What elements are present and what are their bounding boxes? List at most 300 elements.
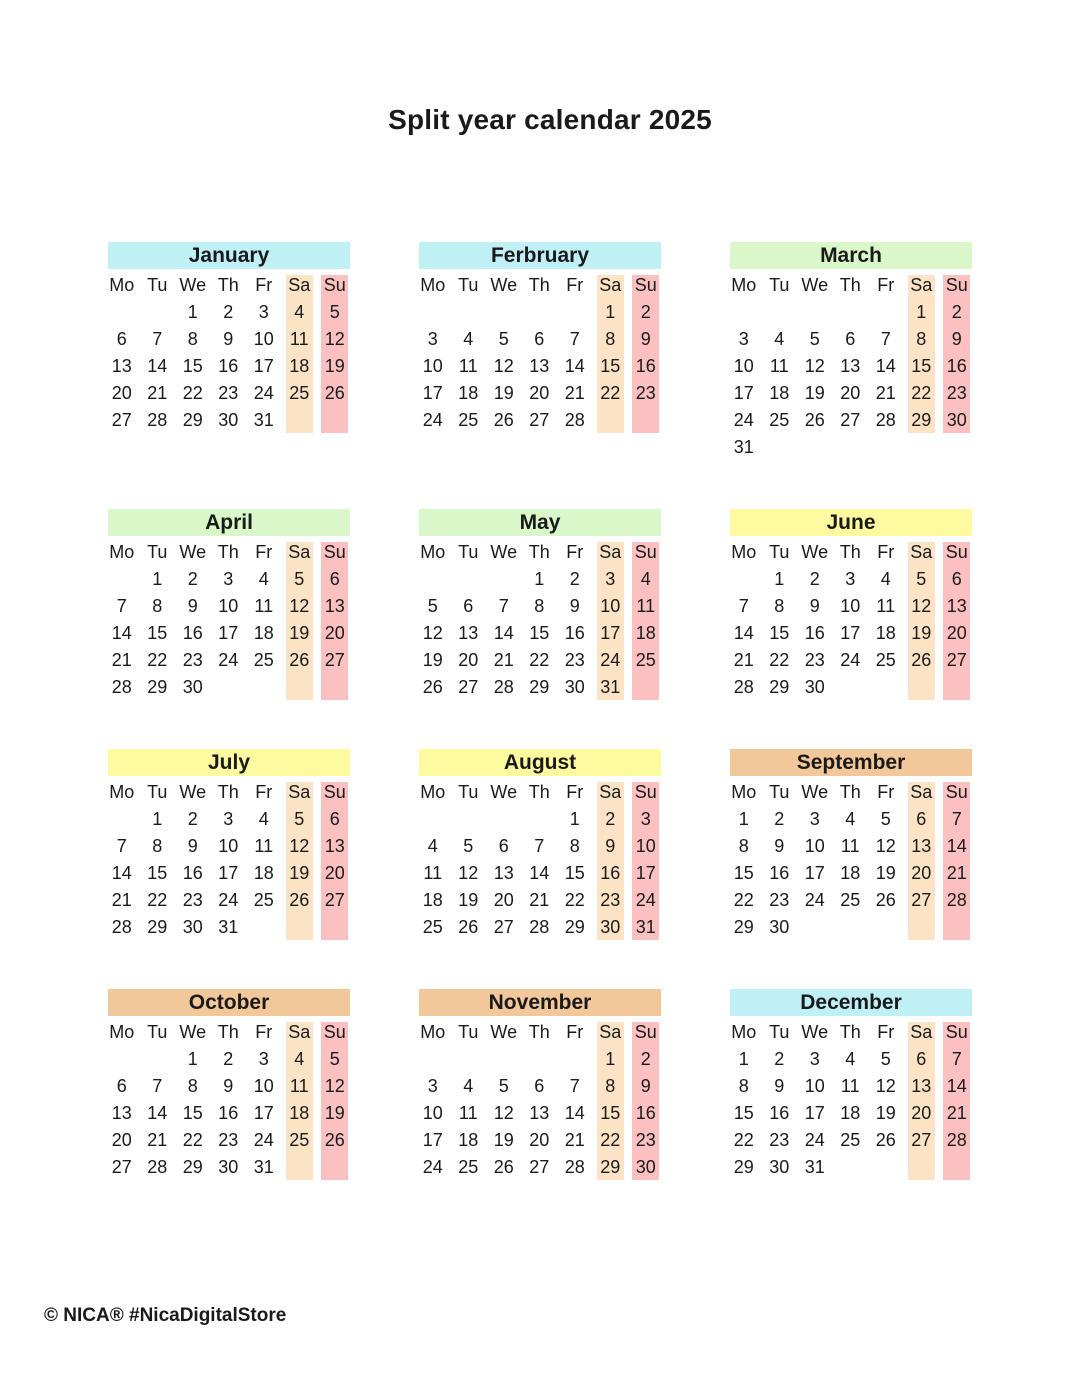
day-cell: 27	[324, 890, 345, 910]
day-cell: 13	[911, 1076, 932, 1096]
month-name: July	[108, 749, 350, 776]
day-cell: 16	[946, 356, 967, 376]
empty-day-cell	[451, 1047, 487, 1074]
day-cell: 6	[116, 329, 127, 349]
day-cell: 20	[111, 1130, 132, 1150]
weekday-label: Th	[528, 1022, 550, 1042]
day-cell: 16	[182, 863, 203, 883]
day-cell: 12	[911, 596, 932, 616]
day-cell: 18	[875, 623, 896, 643]
weekday-label: Fr	[877, 542, 895, 562]
day-cell: 9	[640, 1076, 651, 1096]
day-cell: 15	[600, 356, 621, 376]
day-cell: 17	[253, 356, 274, 376]
day-cell: 21	[111, 890, 132, 910]
day-cell: 14	[733, 623, 754, 643]
empty-day-cell	[104, 300, 140, 327]
day-cell: 24	[218, 650, 239, 670]
day-grid	[726, 1020, 975, 1182]
day-cell: 23	[946, 383, 967, 403]
day-cell: 17	[600, 623, 621, 643]
day-cell: 7	[738, 596, 749, 616]
day-cell: 13	[529, 1103, 550, 1123]
empty-day-cell	[415, 807, 451, 834]
day-cell: 15	[147, 623, 168, 643]
day-cell: 22	[147, 890, 168, 910]
day-cell: 2	[569, 569, 580, 589]
empty-day-cell	[415, 300, 451, 327]
day-cell: 27	[324, 650, 345, 670]
month-july	[108, 749, 350, 949]
day-cell: 25	[422, 917, 443, 937]
day-cell: 15	[733, 1103, 754, 1123]
day-cell: 2	[605, 809, 616, 829]
day-cell: 14	[147, 356, 168, 376]
weekday-label: We	[179, 542, 207, 562]
day-cell: 14	[946, 1076, 967, 1096]
day-cell: 7	[569, 329, 580, 349]
day-cell: 6	[916, 1049, 927, 1069]
month-october	[108, 989, 350, 1189]
day-cell: 9	[640, 329, 651, 349]
day-cell: 16	[218, 1103, 239, 1123]
weekday-label: Tu	[769, 782, 790, 802]
day-cell: 2	[809, 569, 820, 589]
weekday-label: We	[490, 782, 518, 802]
day-cell: 1	[738, 1049, 749, 1069]
day-cell: 9	[187, 836, 198, 856]
day-cell: 21	[564, 383, 585, 403]
day-cell: 27	[493, 917, 514, 937]
day-cell: 16	[804, 623, 825, 643]
day-cell: 5	[294, 569, 305, 589]
day-cell: 18	[289, 356, 310, 376]
day-cell: 16	[600, 863, 621, 883]
day-cell: 25	[840, 890, 861, 910]
day-cell: 3	[258, 302, 269, 322]
month-name: April	[108, 509, 350, 536]
weekday-label: Su	[323, 275, 346, 295]
weekday-label: Sa	[599, 275, 622, 295]
weekday-label: Mo	[109, 542, 135, 562]
day-cell: 31	[253, 410, 274, 430]
weekday-label: Su	[323, 1022, 346, 1042]
day-cell: 21	[493, 650, 514, 670]
day-cell: 12	[493, 356, 514, 376]
weekday-label: We	[801, 275, 829, 295]
day-cell: 9	[809, 596, 820, 616]
day-cell: 16	[769, 1103, 790, 1123]
day-cell: 4	[294, 302, 305, 322]
day-cell: 26	[875, 890, 896, 910]
empty-day-cell	[451, 807, 487, 834]
weekday-label: Fr	[877, 782, 895, 802]
month-name: September	[730, 749, 972, 776]
day-cell: 22	[564, 890, 585, 910]
day-cell: 7	[951, 809, 962, 829]
day-cell: 22	[182, 383, 203, 403]
weekday-label: Mo	[420, 542, 446, 562]
day-cell: 8	[774, 596, 785, 616]
day-cell: 23	[182, 650, 203, 670]
day-cell: 9	[569, 596, 580, 616]
footer-copyright: © NICA® #NicaDigitalStore	[44, 1305, 287, 1326]
day-cell: 5	[880, 1049, 891, 1069]
weekday-label: Tu	[769, 275, 790, 295]
day-cell: 9	[774, 836, 785, 856]
day-cell: 1	[152, 809, 163, 829]
day-cell: 15	[769, 623, 790, 643]
day-cell: 25	[875, 650, 896, 670]
day-cell: 4	[294, 1049, 305, 1069]
day-cell: 12	[493, 1103, 514, 1123]
day-cell: 27	[529, 1157, 550, 1177]
day-cell: 4	[258, 809, 269, 829]
day-cell: 6	[329, 809, 340, 829]
weekday-label: Tu	[147, 275, 168, 295]
weekday-label: Tu	[769, 1022, 790, 1042]
month-name: June	[730, 509, 972, 536]
weekday-label: Fr	[877, 1022, 895, 1042]
day-cell: 19	[324, 356, 345, 376]
weekday-label: Fr	[255, 275, 273, 295]
day-cell: 30	[804, 677, 825, 697]
empty-day-cell	[486, 1047, 522, 1074]
day-grid	[415, 540, 664, 702]
day-cell: 25	[289, 1130, 310, 1150]
weekday-label: We	[490, 542, 518, 562]
day-cell: 25	[253, 890, 274, 910]
day-cell: 11	[423, 863, 443, 883]
empty-day-cell	[451, 300, 487, 327]
day-cell: 29	[182, 1157, 203, 1177]
day-cell: 13	[911, 836, 932, 856]
day-cell: 3	[640, 809, 651, 829]
day-cell: 26	[289, 890, 310, 910]
weekday-label: Tu	[458, 542, 479, 562]
month-january	[108, 242, 350, 442]
day-cell: 2	[223, 302, 234, 322]
month-ferbruary	[419, 242, 661, 442]
weekday-label: Su	[945, 782, 968, 802]
day-cell: 22	[182, 1130, 203, 1150]
day-cell: 26	[804, 410, 825, 430]
day-cell: 25	[458, 410, 479, 430]
weekday-label: Sa	[910, 1022, 933, 1042]
day-cell: 13	[529, 356, 550, 376]
day-cell: 1	[152, 569, 163, 589]
day-grid	[415, 780, 664, 942]
month-april	[108, 509, 350, 709]
day-cell: 2	[187, 569, 198, 589]
day-cell: 24	[804, 1130, 825, 1150]
day-cell: 25	[458, 1157, 479, 1177]
day-cell: 12	[875, 836, 896, 856]
day-cell: 10	[840, 596, 861, 616]
day-cell: 5	[498, 329, 509, 349]
weekday-label: Tu	[458, 782, 479, 802]
day-cell: 8	[152, 596, 163, 616]
day-cell: 18	[769, 383, 790, 403]
day-cell: 7	[152, 329, 163, 349]
day-cell: 28	[564, 410, 585, 430]
day-cell: 1	[774, 569, 785, 589]
day-cell: 11	[289, 329, 309, 349]
day-cell: 5	[329, 302, 340, 322]
day-cell: 19	[289, 863, 310, 883]
day-cell: 8	[738, 1076, 749, 1096]
weekday-label: Tu	[147, 542, 168, 562]
day-cell: 30	[182, 677, 203, 697]
day-cell: 11	[876, 596, 896, 616]
weekday-label: Sa	[599, 782, 622, 802]
day-cell: 22	[911, 383, 932, 403]
day-cell: 26	[911, 650, 932, 670]
day-cell: 24	[600, 650, 621, 670]
weekday-label: Fr	[566, 1022, 584, 1042]
day-cell: 17	[218, 863, 239, 883]
day-cell: 16	[182, 623, 203, 643]
day-cell: 14	[529, 863, 550, 883]
day-cell: 10	[600, 596, 621, 616]
day-cell: 24	[733, 410, 754, 430]
weekday-label: We	[490, 275, 518, 295]
day-cell: 31	[733, 437, 754, 457]
day-cell: 28	[529, 917, 550, 937]
weekday-label: Tu	[147, 1022, 168, 1042]
day-cell: 20	[458, 650, 479, 670]
day-cell: 21	[147, 383, 168, 403]
day-cell: 24	[804, 890, 825, 910]
day-cell: 16	[635, 356, 656, 376]
month-november	[419, 989, 661, 1189]
day-cell: 3	[258, 1049, 269, 1069]
weekday-label: Su	[945, 275, 968, 295]
day-cell: 26	[324, 1130, 345, 1150]
day-cell: 22	[600, 1130, 621, 1150]
day-cell: 28	[493, 677, 514, 697]
day-cell: 7	[116, 836, 127, 856]
day-cell: 5	[294, 809, 305, 829]
day-cell: 5	[498, 1076, 509, 1096]
day-cell: 14	[493, 623, 514, 643]
empty-day-cell	[140, 1047, 176, 1074]
day-cell: 9	[605, 836, 616, 856]
empty-day-cell	[557, 1047, 593, 1074]
weekday-label: Sa	[910, 782, 933, 802]
empty-day-cell	[522, 1047, 558, 1074]
day-cell: 20	[529, 1130, 550, 1150]
day-cell: 25	[289, 383, 310, 403]
day-cell: 7	[116, 596, 127, 616]
weekday-label: Fr	[255, 1022, 273, 1042]
weekday-label: Tu	[769, 542, 790, 562]
day-cell: 9	[187, 596, 198, 616]
day-cell: 4	[774, 329, 785, 349]
day-cell: 24	[218, 890, 239, 910]
day-cell: 27	[111, 410, 132, 430]
day-cell: 8	[916, 329, 927, 349]
day-cell: 22	[529, 650, 550, 670]
day-cell: 28	[946, 1130, 967, 1150]
day-cell: 30	[769, 917, 790, 937]
empty-day-cell	[104, 1047, 140, 1074]
day-cell: 10	[218, 596, 239, 616]
day-cell: 6	[534, 1076, 545, 1096]
day-cell: 6	[329, 569, 340, 589]
day-cell: 10	[253, 329, 274, 349]
day-cell: 31	[218, 917, 239, 937]
empty-day-cell	[726, 567, 762, 594]
day-cell: 17	[253, 1103, 274, 1123]
day-cell: 2	[774, 809, 785, 829]
day-cell: 19	[422, 650, 443, 670]
weekday-label: Mo	[420, 782, 446, 802]
day-grid	[415, 1020, 664, 1182]
month-name: December	[730, 989, 972, 1016]
empty-day-cell	[762, 300, 798, 327]
day-cell: 31	[804, 1157, 825, 1177]
day-cell: 7	[152, 1076, 163, 1096]
day-cell: 3	[605, 569, 616, 589]
day-cell: 6	[498, 836, 509, 856]
day-cell: 16	[564, 623, 585, 643]
day-cell: 19	[804, 383, 825, 403]
day-cell: 1	[738, 809, 749, 829]
day-cell: 12	[804, 356, 825, 376]
weekday-label: Su	[945, 1022, 968, 1042]
day-cell: 21	[564, 1130, 585, 1150]
day-cell: 6	[845, 329, 856, 349]
empty-day-cell	[140, 300, 176, 327]
day-cell: 27	[911, 890, 932, 910]
weekday-label: Fr	[877, 275, 895, 295]
day-cell: 17	[804, 1103, 825, 1123]
day-cell: 23	[218, 1130, 239, 1150]
day-cell: 19	[289, 623, 310, 643]
day-cell: 24	[253, 383, 274, 403]
weekday-label: Mo	[731, 1022, 757, 1042]
day-grid	[415, 273, 664, 435]
day-cell: 28	[147, 410, 168, 430]
day-cell: 2	[640, 302, 651, 322]
day-cell: 23	[182, 890, 203, 910]
day-cell: 21	[875, 383, 896, 403]
day-cell: 19	[493, 1130, 514, 1150]
day-cell: 28	[111, 917, 132, 937]
weekday-label: Th	[217, 782, 239, 802]
day-cell: 17	[733, 383, 754, 403]
empty-day-cell	[868, 300, 904, 327]
weekday-label: Tu	[458, 1022, 479, 1042]
day-cell: 24	[253, 1130, 274, 1150]
day-cell: 8	[569, 836, 580, 856]
day-cell: 23	[635, 383, 656, 403]
day-cell: 17	[840, 623, 861, 643]
empty-day-cell	[415, 567, 451, 594]
weekday-label: We	[801, 782, 829, 802]
weekday-label: Fr	[566, 782, 584, 802]
day-cell: 2	[774, 1049, 785, 1069]
day-cell: 15	[600, 1103, 621, 1123]
weekday-label: Th	[839, 275, 861, 295]
day-cell: 18	[458, 383, 479, 403]
day-cell: 24	[840, 650, 861, 670]
day-cell: 27	[458, 677, 479, 697]
day-cell: 18	[422, 890, 443, 910]
day-cell: 30	[182, 917, 203, 937]
month-name: March	[730, 242, 972, 269]
day-cell: 21	[946, 1103, 967, 1123]
day-cell: 7	[569, 1076, 580, 1096]
weekday-label: Mo	[109, 1022, 135, 1042]
day-cell: 5	[916, 569, 927, 589]
day-cell: 8	[534, 596, 545, 616]
day-cell: 4	[640, 569, 651, 589]
month-march	[730, 242, 972, 457]
day-grid	[726, 540, 975, 702]
day-cell: 3	[223, 809, 234, 829]
day-grid	[104, 273, 353, 435]
day-cell: 8	[605, 329, 616, 349]
empty-day-cell	[797, 300, 833, 327]
weekday-label: Mo	[109, 275, 135, 295]
month-name: Ferbruary	[419, 242, 661, 269]
day-cell: 21	[111, 650, 132, 670]
weekday-label: Fr	[566, 275, 584, 295]
day-cell: 22	[769, 650, 790, 670]
day-cell: 6	[116, 1076, 127, 1096]
day-cell: 7	[880, 329, 891, 349]
day-cell: 23	[564, 650, 585, 670]
weekday-label: Mo	[420, 1022, 446, 1042]
weekday-label: Th	[217, 275, 239, 295]
day-cell: 14	[111, 623, 132, 643]
weekday-label: Th	[839, 1022, 861, 1042]
day-cell: 25	[769, 410, 790, 430]
day-cell: 9	[223, 329, 234, 349]
empty-day-cell	[486, 807, 522, 834]
day-cell: 27	[529, 410, 550, 430]
day-cell: 5	[329, 1049, 340, 1069]
day-cell: 11	[458, 356, 478, 376]
day-cell: 29	[911, 410, 932, 430]
weekday-label: Mo	[731, 782, 757, 802]
day-cell: 18	[840, 1103, 861, 1123]
day-cell: 29	[769, 677, 790, 697]
day-cell: 10	[422, 356, 443, 376]
day-cell: 22	[733, 890, 754, 910]
day-cell: 12	[289, 836, 310, 856]
weekday-label: Th	[528, 782, 550, 802]
day-cell: 19	[493, 383, 514, 403]
day-cell: 1	[916, 302, 927, 322]
day-cell: 19	[458, 890, 479, 910]
day-cell: 26	[458, 917, 479, 937]
day-cell: 29	[600, 1157, 621, 1177]
day-cell: 26	[422, 677, 443, 697]
weekday-label: Sa	[599, 1022, 622, 1042]
day-cell: 20	[111, 383, 132, 403]
day-cell: 23	[218, 383, 239, 403]
day-cell: 27	[911, 1130, 932, 1150]
day-cell: 8	[152, 836, 163, 856]
day-cell: 19	[324, 1103, 345, 1123]
day-cell: 2	[187, 809, 198, 829]
day-cell: 13	[324, 596, 345, 616]
day-cell: 3	[738, 329, 749, 349]
day-cell: 4	[427, 836, 438, 856]
